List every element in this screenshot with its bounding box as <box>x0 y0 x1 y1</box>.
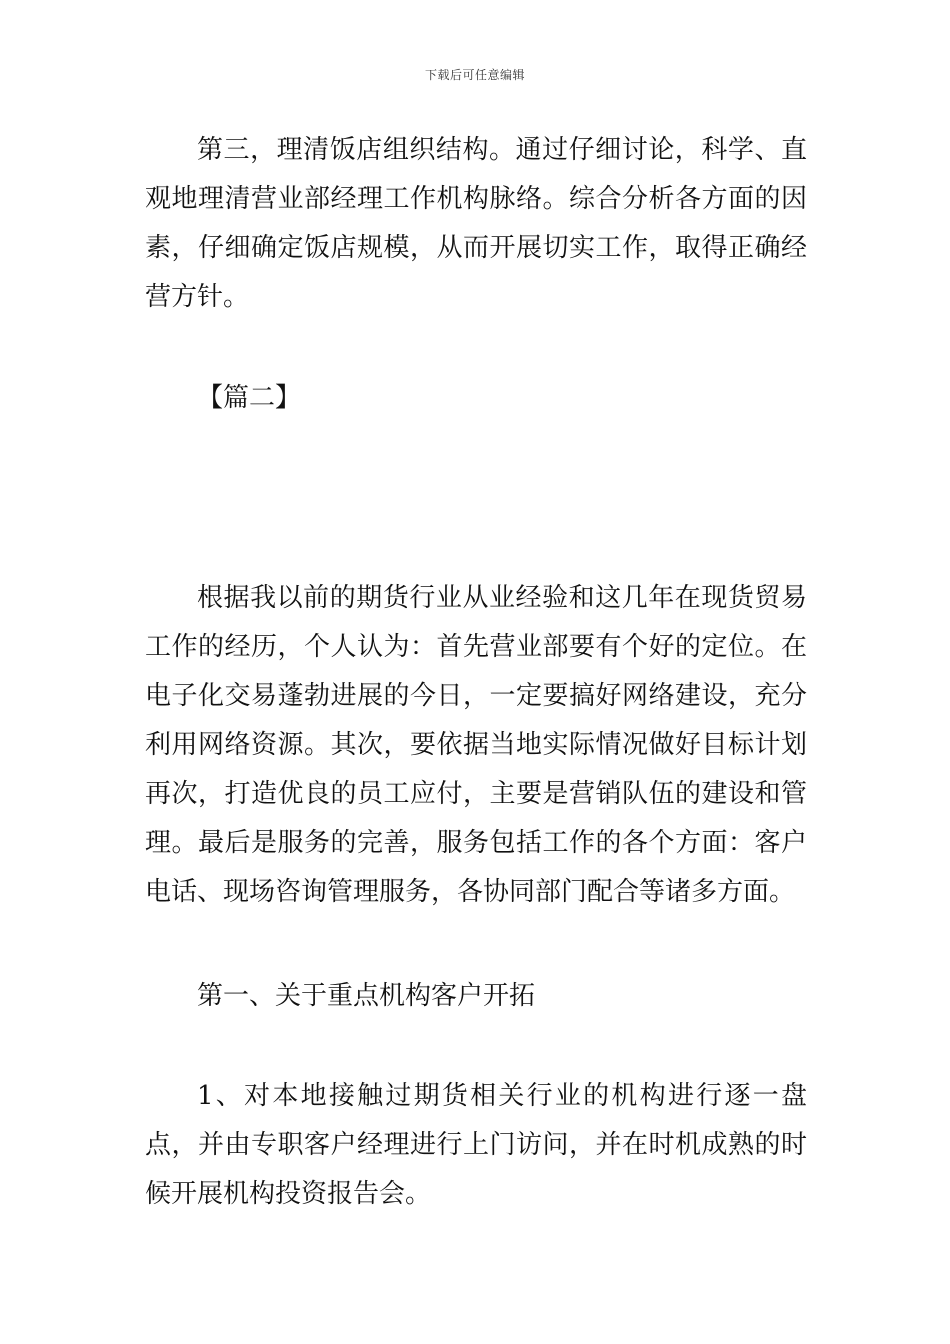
section-heading-part-two: 【篇二】 <box>197 383 302 413</box>
paragraph-positioning: 根据我以前的期货行业从业经验和这几年在现货贸易工作的经历，个人认为：首先营业部要有个好的定位。在电子化交易蓬勃进展的今日，一定要搞好网络建设，充分利用网络资源。其次，要依据当地实际情况做好目标计划再次，打造优良的员工应付，主要是营销队伍的建设和管理。最后是服务的完善，服务包括工作的各个方面：客户电话、现场咨询管理服务，各协同部门配合等诸多方面。 <box>145 583 807 907</box>
list-item-1: 1、对本地接触过期货相关行业的机构进行逐一盘点，并由专职客户经理进行上门访问，并在时机成熟的时候开展机构投资报告会。 <box>145 1081 807 1209</box>
paragraph-section-three: 第三，理清饭店组织结构。通过仔细讨论，科学、直观地理清营业部经理工作机构脉络。综合分析各方面的因素，仔细确定饭店规模，从而开展切实工作，取得正确经营方针。 <box>145 135 807 312</box>
download-edit-note: 下载后可任意编辑 <box>424 68 525 82</box>
subheading-key-institutional-clients: 第一、关于重点机构客户开拓 <box>197 981 536 1011</box>
